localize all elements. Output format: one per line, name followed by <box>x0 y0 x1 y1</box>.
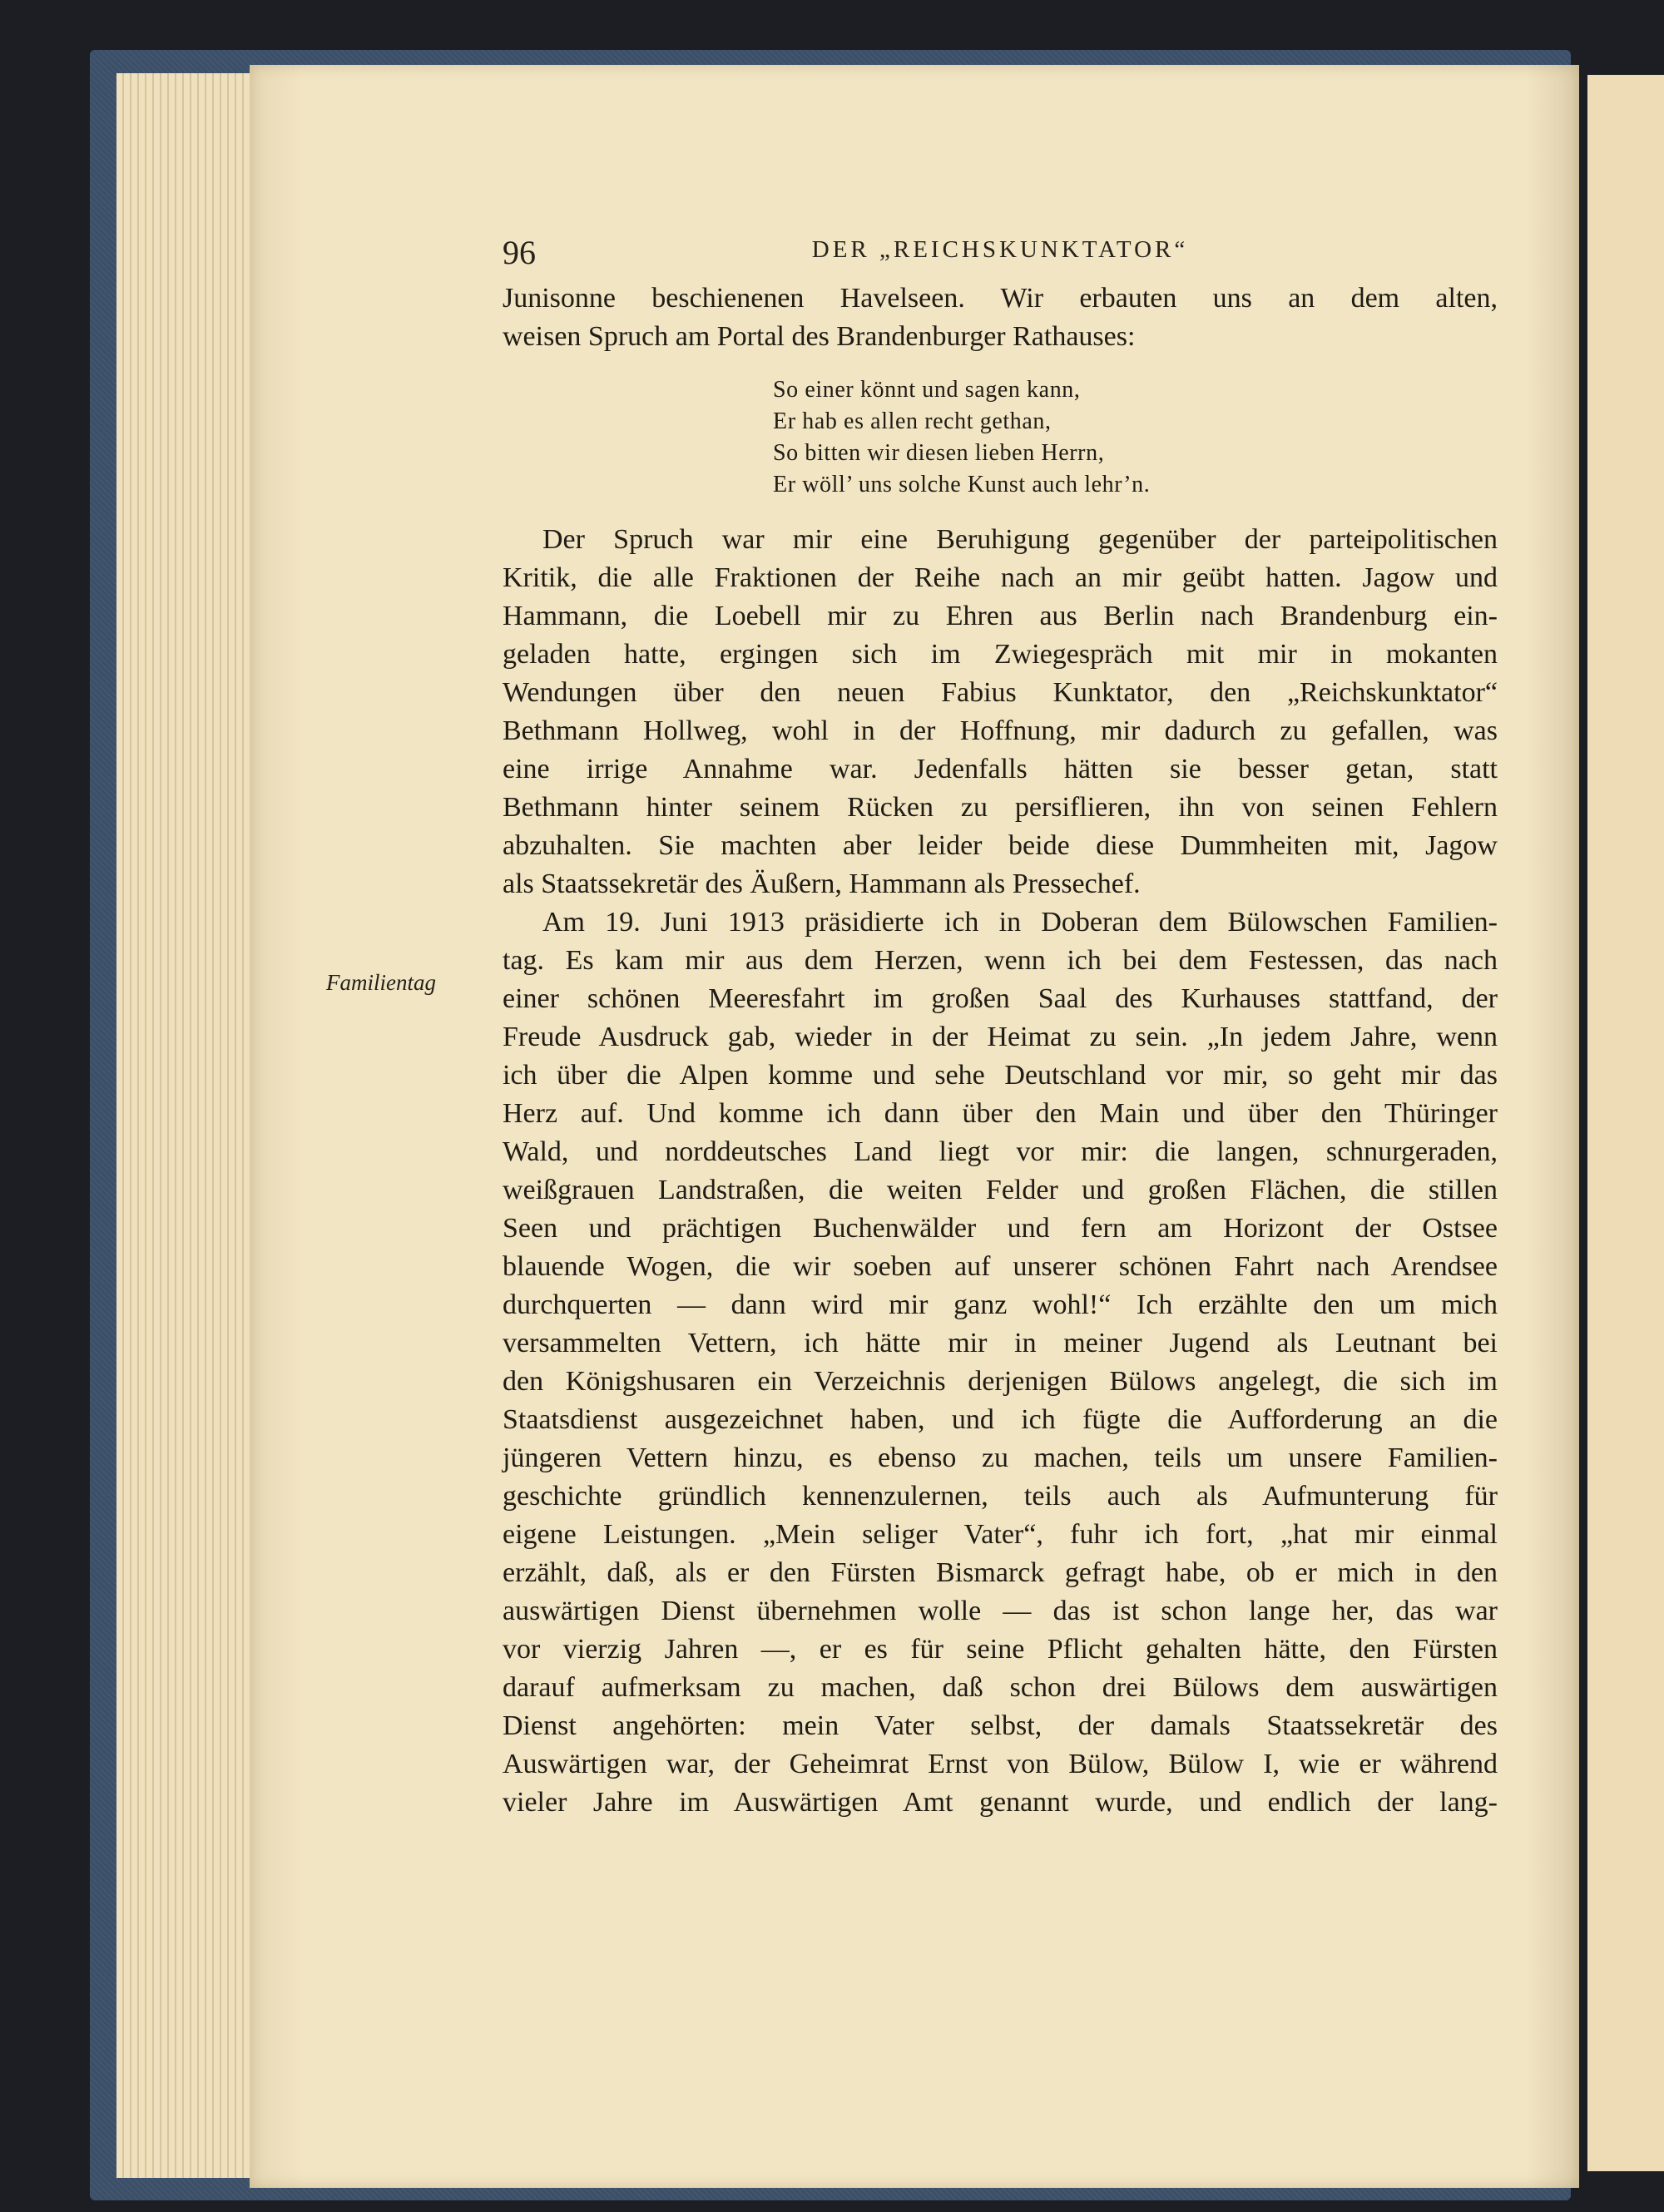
text-line: eine irrige Annahme war. Jedenfalls hätten sie besser getan, statt <box>503 754 1498 784</box>
text-line: darauf aufmerksam zu machen, daß schon drei Bülows dem auswärtigen <box>503 1672 1498 1703</box>
text-line: Bethmann Hollweg, wohl in der Hoffnung, mir dadurch zu gefallen, was <box>503 715 1498 746</box>
text-line: Freude Ausdruck gab, wieder in der Heimat zu sein. „In jedem Jahre, wenn <box>503 1022 1498 1052</box>
text-line: weißgrauen Landstraßen, die weiten Felder und großen Flächen, die stillen <box>503 1175 1498 1205</box>
text-line: Am 19. Juni 1913 präsidierte ich in Doberan dem Bülowschen Familien- <box>542 907 1498 938</box>
text-line: vor vierzig Jahren —, er es für seine Pflicht gehalten hätte, den Fürsten <box>503 1634 1498 1665</box>
text-line: Seen und prächtigen Buchenwälder und fern am Horizont der Ostsee <box>503 1213 1498 1244</box>
verse-line: So bitten wir diesen lieben Herrn, <box>773 440 1105 466</box>
verse-block <box>773 374 1498 501</box>
text-line: auswärtigen Dienst übernehmen wolle — das ist schon lange her, das war <box>503 1596 1498 1626</box>
opening-lines <box>503 280 1498 356</box>
text-line: erzählt, daß, als er den Fürsten Bismarck gefragt habe, ob er mich in den <box>503 1557 1498 1588</box>
page-number: 96 <box>503 234 536 271</box>
running-head: DER „REICHSKUNKTATOR“ <box>811 236 1189 263</box>
paragraph-1 <box>503 521 1498 903</box>
paragraph-2 <box>503 903 1498 1822</box>
text-line: geschichte gründlich kennenzulernen, teils auch als Aufmunterung für <box>503 1481 1498 1512</box>
text-line: Junisonne beschienenen Havelseen. Wir erbauten uns an dem alten, <box>503 283 1498 314</box>
text-line: Bethmann hinter seinem Rücken zu persiflieren, ihn von seinen Fehlern <box>503 792 1498 823</box>
margin-note: Familientag <box>326 970 436 995</box>
text-line: Wald, und norddeutsches Land liegt vor mir: die langen, schnurgeraden, <box>503 1136 1498 1167</box>
text-line: Herz auf. Und komme ich dann über den Main und über den Thüringer <box>503 1098 1498 1129</box>
text-line: tag. Es kam mir aus dem Herzen, wenn ich bei dem Festessen, das nach <box>503 945 1498 976</box>
text-line: einer schönen Meeresfahrt im großen Saal des Kurhauses stattfand, der <box>503 983 1498 1014</box>
text-line: geladen hatte, ergingen sich im Zwiegespräch mit mir in mokanten <box>503 639 1498 670</box>
text-line: eigene Leistungen. „Mein seliger Vater“, fuhr ich fort, „hat mir einmal <box>503 1519 1498 1550</box>
text-line: Staatsdienst ausgezeichnet haben, und ich fügte die Aufforderung an die <box>503 1404 1498 1435</box>
text-line: weisen Spruch am Portal des Brandenburger Rathauses: <box>503 321 1136 352</box>
text-line: ich über die Alpen komme und sehe Deutschland vor mir, so geht mir das <box>503 1060 1498 1091</box>
text-line: als Staatssekretär des Äußern, Hammann als Pressechef. <box>503 868 1141 899</box>
text-line: Wendungen über den neuen Fabius Kunktator, den „Reichskunktator“ <box>503 677 1498 708</box>
text-line: Dienst angehörten: mein Vater selbst, der damals Staatssekretär des <box>503 1710 1498 1741</box>
verse-line: Er hab es allen recht gethan, <box>773 408 1052 434</box>
text-line: blauende Wogen, die wir soeben auf unserer schönen Fahrt nach Arendsee <box>503 1251 1498 1282</box>
text-line: den Königshusaren ein Verzeichnis derjenigen Bülows angelegt, die sich im <box>503 1366 1498 1397</box>
text-line: Der Spruch war mir eine Beruhigung gegenüber der parteipolitischen <box>542 524 1498 555</box>
verse-line: So einer könnt und sagen kann, <box>773 377 1081 403</box>
text-line: jüngeren Vettern hinzu, es ebenso zu machen, teils um unsere Familien- <box>503 1443 1498 1473</box>
verse-line: Er wöll’ uns solche Kunst auch lehr’n. <box>773 472 1151 497</box>
text-line: abzuhalten. Sie machten aber leider beide diese Dummheiten mit, Jagow <box>503 830 1498 861</box>
text-line: Auswärtigen war, der Geheimrat Ernst von Bülow, Bülow I, wie er während <box>503 1749 1498 1779</box>
text-line: vieler Jahre im Auswärtigen Amt genannt wurde, und endlich der lang- <box>503 1787 1498 1818</box>
text-block <box>503 280 1498 1822</box>
text-line: versammelten Vettern, ich hätte mir in meiner Jugend als Leutnant bei <box>503 1328 1498 1358</box>
text-line: Kritik, die alle Fraktionen der Reihe nach an mir geübt hatten. Jagow und <box>503 562 1498 593</box>
text-line: durchquerten — dann wird mir ganz wohl!“ Ich erzählte den um mich <box>503 1289 1498 1320</box>
text-line: Hammann, die Loebell mir zu Ehren aus Berlin nach Brandenburg ein- <box>503 601 1498 631</box>
next-page-edge <box>1587 75 1664 2171</box>
